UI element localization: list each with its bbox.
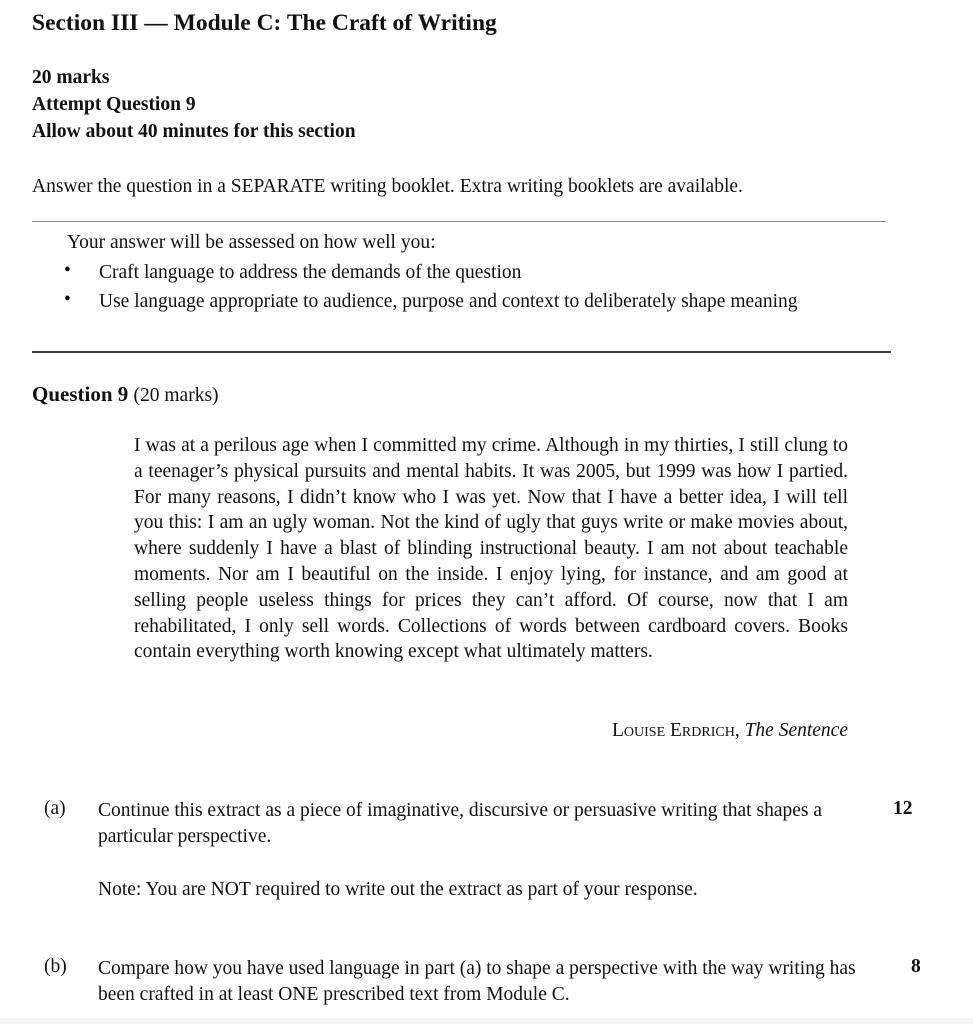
criterion-item: Craft language to address the demands of the question — [99, 262, 522, 283]
attribution-work: The Sentence — [744, 720, 848, 741]
part-note: Note: You are NOT required to write out the extract as part of your response. — [98, 879, 698, 900]
section-title: Section III — Module C: The Craft of Writing — [32, 10, 497, 36]
extract-passage: I was at a perilous age when I committed my crime. Although in my thirties, I still clung to a teenager’s physical pursuits and mental habits. It was 2005, but 1999 was how I partied. For many reasons, I didn’t know who I was yet. Now that I have a better idea, I will tell you this: I am an ugly woman. Not the kind of ugly that guys write or make movies about, where suddenly I have a blast of blinding instructional beauty. I am not about teachable moments. Nor am I beautiful on the inside. I enjoy lying, for instance, and am good at selling people useless things for prices they can’t afford. Of course, now that I am rehabilitated, I only sell words. Collections of words between cardboard covers. Books contain everything worth knowing except what ultimately matters. — [134, 435, 848, 663]
extract-attribution — [612, 720, 848, 742]
divider-top — [32, 221, 886, 222]
divider-bottom — [32, 351, 891, 353]
bullet-icon: • — [64, 260, 71, 281]
assessment-intro: Your answer will be assessed on how well you: — [67, 232, 436, 253]
attempt-instruction: Attempt Question 9 — [32, 94, 196, 115]
booklet-instruction: Answer the question in a SEPARATE writing booklet. Extra writing booklets are available. — [32, 176, 743, 197]
attribution-separator: , — [734, 720, 745, 741]
attribution-author: Louise Erdrich — [612, 720, 735, 741]
question-marks: (20 marks) — [133, 385, 219, 406]
question-label: Question 9 — [32, 382, 129, 406]
page-bottom-edge — [0, 1018, 973, 1024]
part-marks: 8 — [911, 956, 921, 977]
part-label: (a) — [44, 798, 66, 819]
criterion-item: Use language appropriate to audience, purpose and context to deliberately shape meaning — [99, 291, 798, 312]
part-label: (b) — [44, 956, 67, 977]
section-marks: 20 marks — [32, 67, 110, 88]
question-heading — [32, 382, 219, 407]
time-allowance: Allow about 40 minutes for this section — [32, 121, 356, 142]
part-prompt: Compare how you have used language in part (a) to shape a perspective with the way writing has been crafted in at least ONE prescribed text from Module C. — [98, 958, 856, 1005]
part-prompt: Continue this extract as a piece of imaginative, discursive or persuasive writing that shapes a particular perspective. — [98, 800, 822, 847]
part-marks: 12 — [893, 798, 913, 819]
bullet-icon: • — [64, 289, 71, 310]
